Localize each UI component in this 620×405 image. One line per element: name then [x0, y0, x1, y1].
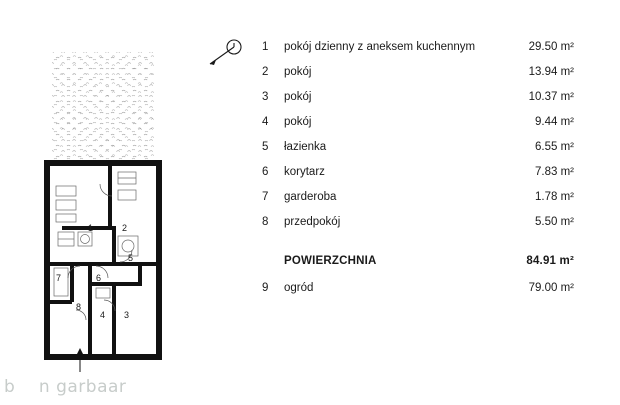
- legend-area: 13.94 m²: [528, 66, 574, 78]
- legend-number: 3: [262, 91, 269, 103]
- total-area-label: POWIERZCHNIA: [284, 255, 377, 267]
- legend-number: 9: [262, 282, 269, 294]
- legend-row: [262, 91, 574, 116]
- room-number-labels: [56, 223, 133, 320]
- legend-row: [262, 166, 574, 191]
- garden-row: [262, 282, 574, 307]
- legend-label: pokój: [284, 91, 312, 103]
- legend-row: [262, 116, 574, 141]
- floor-plan-drawing: [0, 0, 200, 400]
- legend-label: pokój: [284, 116, 312, 128]
- total-area-row: [262, 255, 574, 280]
- room-number-1: 1: [88, 223, 94, 233]
- room-number-2: 2: [122, 223, 128, 233]
- total-area-value: 84.91 m²: [526, 255, 574, 267]
- watermark: [4, 376, 126, 398]
- legend-number: 1: [262, 41, 269, 53]
- exterior-walls: [44, 160, 162, 360]
- legend-row: [262, 66, 574, 91]
- legend-row: [262, 191, 574, 216]
- legend-number: 7: [262, 191, 269, 203]
- watermark-text: b n garbaar: [4, 377, 127, 397]
- legend-label: korytarz: [284, 166, 325, 178]
- legend-area: 9.44 m²: [535, 116, 574, 128]
- room-number-7: 7: [56, 273, 62, 283]
- garden-area: [52, 52, 154, 164]
- floor-plan-svg: [0, 0, 200, 400]
- legend-label: pokój: [284, 66, 312, 78]
- room-legend: [262, 41, 574, 307]
- legend-row: [262, 216, 574, 241]
- door-swings: [68, 184, 132, 320]
- room-number-6: 6: [96, 273, 102, 283]
- legend-area: 1.78 m²: [535, 191, 574, 203]
- legend-number: 4: [262, 116, 269, 128]
- legend-label: pokój dzienny z aneksem kuchennym: [284, 41, 476, 53]
- legend-area: 10.37 m²: [528, 91, 574, 103]
- legend-label: ogród: [284, 282, 314, 294]
- legend-row: [262, 41, 574, 66]
- room-number-4: 4: [100, 310, 106, 320]
- legend-label: garderoba: [284, 191, 337, 203]
- legend-area: 5.50 m²: [535, 216, 574, 228]
- legend-label: łazienka: [284, 141, 327, 153]
- legend-row: [262, 141, 574, 166]
- legend-number: 5: [262, 141, 269, 153]
- room-number-8: 8: [76, 302, 82, 312]
- room-number-5: 5: [128, 253, 134, 263]
- legend-label: przedpokój: [284, 216, 341, 228]
- legend-number: 6: [262, 166, 269, 178]
- legend-area: 29.50 m²: [528, 41, 574, 53]
- legend-area: 6.55 m²: [535, 141, 574, 153]
- legend-number: 8: [262, 216, 269, 228]
- legend-number: 2: [262, 66, 269, 78]
- legend-area: 7.83 m²: [535, 166, 574, 178]
- room-number-3: 3: [124, 310, 130, 320]
- legend-area: 79.00 m²: [528, 282, 574, 294]
- north-arrow-icon: [205, 38, 251, 68]
